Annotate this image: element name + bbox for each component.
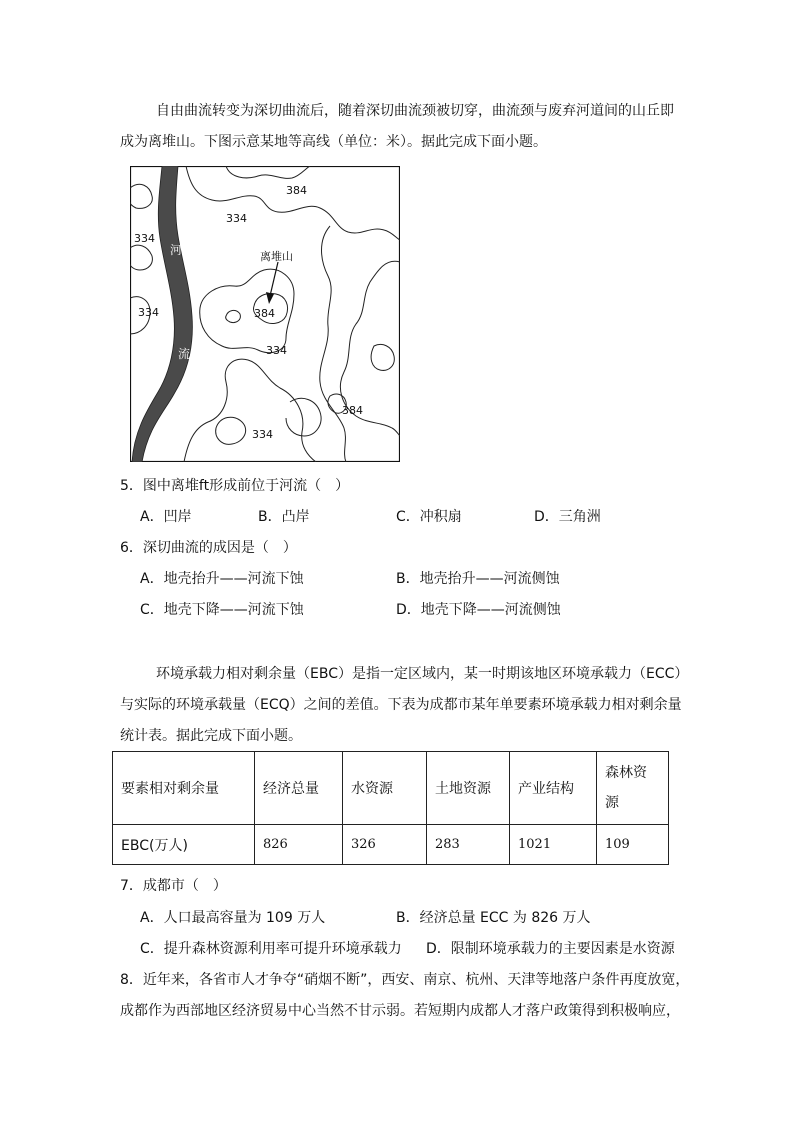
header-cell (597, 752, 669, 825)
q6-option-c: C．地壳下降——河流下蚀 (140, 602, 304, 618)
label-384-hill: 384 (254, 307, 275, 320)
header-forest-line2: 源 (605, 795, 619, 811)
label-334-bottom: 334 (252, 428, 273, 441)
q5-stem: 5．图中离堆ft形成前位于河流（ ） (120, 478, 350, 494)
q8-line2: 成都作为西部地区经济贸易中心当然不甘示弱。若短期内成都人才落户政策得到积极响应， (120, 1003, 680, 1019)
table-header-row (113, 752, 669, 825)
intro1-line1: 自由曲流转变为深切曲流后，随着深切曲流颈被切穿，曲流颈与废弃河道间的山丘即 (156, 103, 674, 119)
q6-option-d: D．地壳下降——河流侧蚀 (396, 602, 561, 618)
q5-option-b: B．凸岸 (258, 509, 310, 525)
ebc-table (112, 751, 669, 865)
q7-option-a: A．人口最高容量为 109 万人 (140, 910, 326, 926)
q5-option-a: A．凹岸 (140, 509, 192, 525)
label-river-he: 河 (170, 243, 183, 257)
q7-option-b: B．经济总量 ECC 为 826 万人 (396, 910, 591, 926)
header-cell: 产业结构 (510, 752, 597, 825)
label-river-liu: 流 (178, 347, 191, 361)
header-cell: 经济总量 (255, 752, 343, 825)
header-forest-line1: 森林资 (605, 765, 647, 781)
header-cell: 要素相对剩余量 (113, 752, 255, 825)
q6-stem: 6．深切曲流的成因是（ ） (120, 540, 297, 556)
row-label-cell: EBC(万人) (113, 825, 255, 865)
q8-line1: 8．近年来，各省市人才争夺“硝烟不断”，西安、南京、杭州、天津等地落户条件再度放宽， (120, 972, 690, 988)
table-row (113, 825, 669, 865)
label-334-left2: 334 (138, 306, 159, 319)
label-334-hill: 334 (266, 344, 287, 357)
q5-option-d: D．三角洲 (534, 509, 601, 525)
q6-option-a: A．地壳抬升——河流下蚀 (140, 571, 304, 587)
label-384-top: 384 (286, 184, 307, 197)
label-334-left: 334 (134, 232, 155, 245)
q7-option-c: C．提升森林资源利用率可提升环境承载力 (140, 941, 402, 957)
header-cell: 土地资源 (427, 752, 510, 825)
intro2-line3: 统计表。据此完成下面小题。 (120, 728, 302, 744)
value-cell: 283 (427, 825, 510, 865)
header-cell: 水资源 (343, 752, 427, 825)
contour-map-svg (130, 166, 400, 462)
label-384-right: 384 (342, 404, 363, 417)
value-cell: 826 (255, 825, 343, 865)
q5-option-c: C．冲积扇 (396, 509, 462, 525)
value-cell: 1021 (510, 825, 597, 865)
label-334-a: 334 (226, 212, 247, 225)
intro2-line2: 与实际的环境承载量（ECQ）之间的差值。下表为成都市某年单要素环境承载力相对剩余量 (120, 697, 682, 713)
q7-stem: 7．成都市（ ） (120, 878, 227, 894)
value-cell: 326 (343, 825, 427, 865)
value-cell: 109 (597, 825, 669, 865)
q6-option-b: B．地壳抬升——河流侧蚀 (396, 571, 560, 587)
q7-option-d: D．限制环境承载力的主要因素是水资源 (426, 941, 675, 957)
intro2-line1: 环境承载力相对剩余量（EBC）是指一定区域内，某一时期该地区环境承载力（ECC） (156, 666, 689, 682)
intro1-line2: 成为离堆山。下图示意某地等高线（单位：米）。据此完成下面小题。 (120, 134, 547, 150)
contour-map-figure (130, 166, 400, 462)
label-hill-name: 离堆山 (260, 250, 293, 263)
